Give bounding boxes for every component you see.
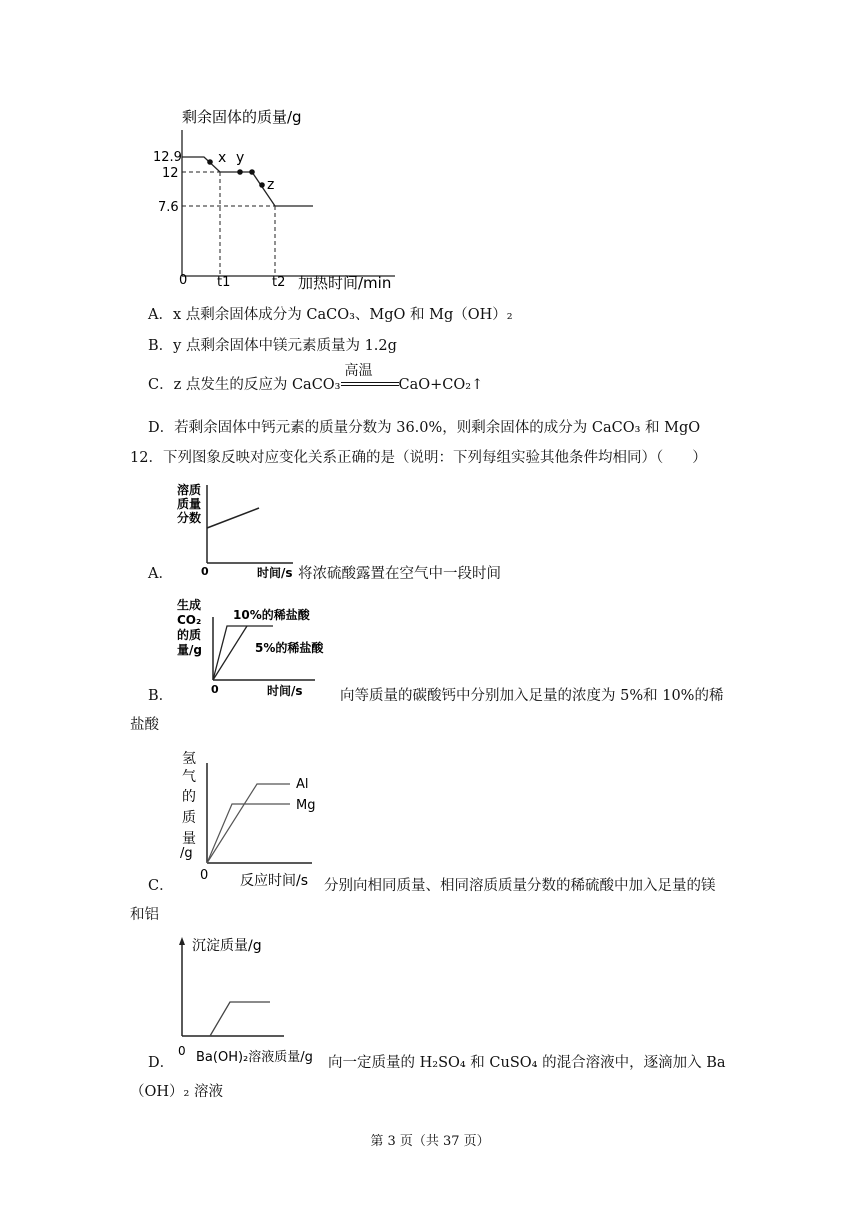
b-label-5pct: 5%的稀盐酸 (255, 641, 324, 655)
b-origin: 0 (211, 683, 219, 696)
label-x: x (218, 150, 227, 166)
q11-option-b: B．y 点剩余固体中镁元素质量为 1.2g (148, 338, 397, 354)
q12-b-text-2: 盐酸 (130, 717, 159, 733)
a-xlabel: 时间/s (257, 566, 293, 580)
q12-d-text-1: 向一定质量的 H₂SO₄ 和 CuSO₄ 的混合溶液中，逐滴加入 Ba (328, 1055, 726, 1071)
c-ylabel-1: 氢 (182, 751, 196, 767)
b-ylabel-2: CO₂ (177, 613, 202, 627)
q12-c-letter: C． (148, 878, 174, 894)
c-line-al (207, 784, 290, 863)
c-line-mg (207, 804, 290, 863)
b-label-10pct: 10%的稀盐酸 (233, 608, 310, 622)
c-ylabel-2: 气 (182, 769, 196, 785)
q12-d-letter: D． (148, 1055, 175, 1071)
b-ylabel-4: 量/g (177, 643, 202, 657)
q12-b-chart (175, 595, 340, 705)
d-ylabel: 沉淀质量/g (192, 938, 262, 954)
q11-option-c (148, 363, 484, 395)
ytick-7-6: 7.6 (158, 200, 179, 215)
c-xlabel: 反应时间/s (240, 873, 309, 889)
c-ylabel-5: 量 (182, 831, 196, 847)
page-footer: 第 3 页（共 37 页） (370, 1134, 490, 1149)
a-line (207, 508, 259, 528)
xtick-t2: t2 (272, 275, 286, 290)
q11-option-d: D．若剩余固体中钙元素的质量分数为 36.0%，则剩余固体的成分为 CaCO₃ 和 MgO (148, 420, 701, 436)
b-xlabel: 时间/s (267, 684, 303, 698)
c-ylabel-3: 的 (182, 789, 196, 805)
b-ylabel-3: 的质 (177, 628, 202, 642)
a-ylabel-2: 质量 (177, 497, 202, 511)
point-y-2 (249, 169, 255, 175)
q12-c-text-1: 分别向相同质量、相同溶质质量分数的稀硫酸中加入足量的镁 (324, 878, 716, 894)
xtick-0: 0 (179, 273, 188, 288)
q12-b-letter: B． (148, 688, 174, 704)
point-x (207, 159, 213, 165)
label-z: z (267, 177, 275, 193)
q12-d-chart (172, 933, 332, 1068)
c-ylabel-6: /g (180, 846, 193, 861)
reaction-arrow (341, 363, 399, 392)
q11-chart-ylabel: 剩余固体的质量/g (182, 108, 302, 126)
q11-chart-xlabel: 加热时间/min (298, 274, 392, 292)
q12-stem: 12．下列图象反映对应变化关系正确的是（说明：下列每组实验其他条件均相同）（ ） (130, 450, 707, 466)
xtick-t1: t1 (217, 275, 231, 290)
d-line (210, 1002, 270, 1036)
a-ylabel-3: 分数 (177, 511, 202, 525)
ytick-12-9: 12.9 (153, 150, 182, 165)
ytick-12: 12 (162, 166, 179, 181)
d-origin: 0 (178, 1044, 186, 1058)
q11-option-a: A．x 点剩余固体成分为 CaCO₃、MgO 和 Mg（OH）₂ (148, 307, 513, 323)
label-y: y (236, 150, 245, 166)
b-line-5pct (213, 626, 247, 680)
d-y-arrow (179, 937, 185, 945)
a-ylabel-1: 溶质 (177, 483, 202, 497)
c-origin: 0 (200, 868, 209, 883)
point-y-1 (237, 169, 243, 175)
c-ylabel-4: 质 (182, 810, 196, 826)
q12-c-chart (172, 745, 322, 893)
q12-a-chart (175, 480, 300, 580)
c-label-al: Al (296, 777, 309, 792)
reaction-condition: 高温 (344, 363, 373, 379)
q12-d-text-2: （OH）₂ 溶液 (130, 1084, 223, 1100)
q11-c-suffix: CaO+CO₂↑ (398, 377, 484, 393)
c-label-mg: Mg (296, 798, 316, 813)
point-z (259, 182, 265, 188)
d-xlabel: Ba(OH)₂溶液质量/g (196, 1050, 313, 1065)
q11-c-prefix: C．z 点发生的反应为 CaCO₃ (148, 377, 341, 393)
q12-a-letter: A． (148, 566, 173, 582)
q11-chart (140, 100, 420, 295)
q12-a-text: 将浓硫酸露置在空气中一段时间 (298, 566, 501, 582)
b-ylabel-1: 生成 (177, 598, 202, 612)
a-origin: 0 (201, 565, 209, 578)
mass-curve (182, 157, 313, 206)
q12-c-text-2: 和铝 (130, 907, 159, 923)
q12-b-text-1: 向等质量的碳酸钙中分别加入足量的浓度为 5%和 10%的稀 (340, 688, 724, 704)
